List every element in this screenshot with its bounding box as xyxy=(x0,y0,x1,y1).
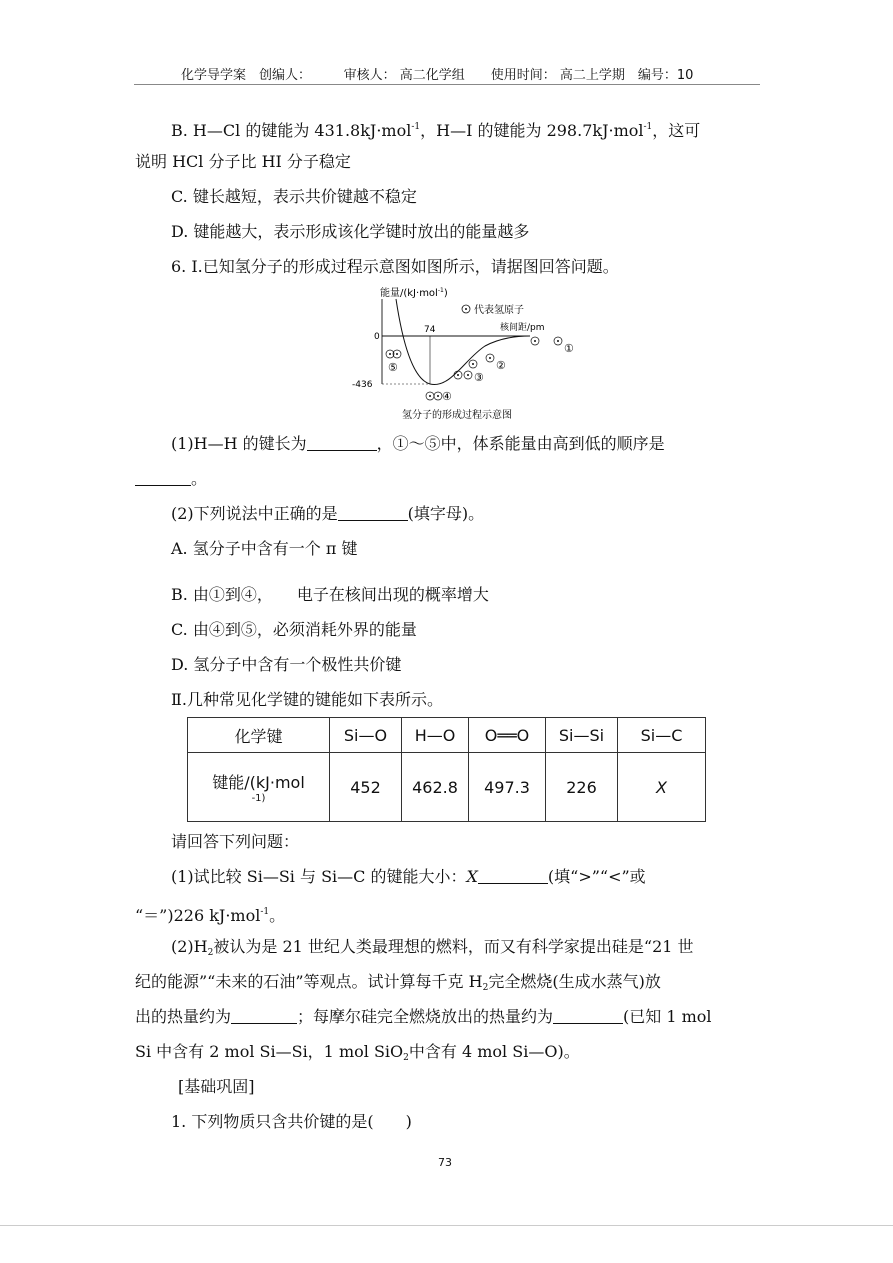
option-d: D. 键能越大，表示形成该化学键时放出的能量越多 xyxy=(171,222,530,241)
table-cell: 226 xyxy=(546,753,618,822)
header-reviewer: 审核人： 高二化学组 xyxy=(343,68,465,83)
question-1: 1. 下列物质只含共价键的是( ) xyxy=(171,1112,412,1131)
table-header-cell: H—O xyxy=(402,718,469,753)
page-number: 73 xyxy=(438,1156,452,1169)
figure-xlabel: 核间距/pm xyxy=(500,323,545,333)
table-cell: 462.8 xyxy=(402,753,469,822)
choice-b: B. 由①到④， 电子在核间出现的概率增大 xyxy=(171,585,489,604)
state-3-label: ③ xyxy=(474,371,484,384)
sub-question-2-line3: 出的热量约为 ；每摩尔硅完全燃烧放出的热量约为 (已知 1 mol xyxy=(135,1007,712,1026)
sub-question-1: (1)试比较 Si—Si 与 Si—C 的键能大小：X (填“>”“<”或 xyxy=(171,867,646,886)
question-6: 6. Ⅰ.已知氢分子的形成过程示意图如图所示，请据图回答问题。 xyxy=(171,257,619,276)
table-header-cell: 化学键 xyxy=(188,718,330,753)
section-title: [基础巩固] xyxy=(178,1077,255,1096)
question-6-part1: (1)H—H 的键长为 ，①～⑤中，体系能量由高到低的顺序是 xyxy=(171,434,665,453)
tick-zero: 0 xyxy=(374,332,380,342)
table-header-row xyxy=(188,718,706,753)
table-header-cell: Si—C xyxy=(618,718,706,753)
figure-ylabel: 能量/(kJ·mol$^{-1}$) xyxy=(380,287,448,299)
table-row xyxy=(188,753,706,822)
table-cell: X xyxy=(618,753,706,822)
answer-blank[interactable] xyxy=(553,1008,623,1024)
answer-blank[interactable] xyxy=(135,470,191,486)
option-b-line2: 说明 HCl 分子比 HI 分子稳定 xyxy=(135,152,351,171)
header-rule xyxy=(134,84,760,85)
page-header xyxy=(181,64,693,83)
sub-question-2: $(2)H_2$被认为是 21 世纪人类最理想的燃料，而又有科学家提出硅是“21 世 xyxy=(171,937,694,958)
question-6-part2: (2)下列说法中正确的是 (填字母)。 xyxy=(171,504,485,523)
state-4-label: ④ xyxy=(442,390,452,403)
table-header-cell: Si—O xyxy=(330,718,402,753)
option-b-line1: B. H—Cl 的键能为 431.8kJ·mol$^{-1}$，H—I 的键能为 298.7kJ·mol$^{-1}$，这可 xyxy=(171,121,701,140)
table-header-cell: O══O xyxy=(469,718,546,753)
figure-legend: 代表氢原子 xyxy=(474,305,524,316)
bond-energy-table xyxy=(187,717,706,822)
answer-blank[interactable] xyxy=(338,505,408,521)
table-header-cell: Si—Si xyxy=(546,718,618,753)
state-5-label: ⑤ xyxy=(388,361,398,374)
hydrogen-formation-diagram xyxy=(350,284,585,424)
header-number: 编号：10 xyxy=(637,68,694,83)
table-cell: 497.3 xyxy=(469,753,546,822)
choice-a: A. 氢分子中含有一个 π 键 xyxy=(171,539,358,558)
state-2-label: ② xyxy=(496,359,506,372)
answer-blank[interactable] xyxy=(478,868,548,884)
answer-blank[interactable] xyxy=(307,435,377,451)
tick-neg-436: -436 xyxy=(352,380,373,390)
part-ii-intro: Ⅱ.几种常见化学键的键能如下表所示。 xyxy=(171,690,443,709)
state-1-label: ① xyxy=(564,342,574,355)
page-bottom-rule xyxy=(0,1225,893,1226)
sub-question-1-cont: “＝”)226 kJ·mol$^{-1}$。 xyxy=(135,906,286,925)
header-title: 化学导学案 xyxy=(181,68,247,83)
sub-question-2-line2: 纪的能源”“未来的石油”等观点。试计算每千克 $H_2$完全燃烧(生成水蒸气)放 xyxy=(135,972,661,993)
choice-c: C. 由④到⑤，必须消耗外界的能量 xyxy=(171,620,417,639)
ask-line: 请回答下列问题： xyxy=(171,832,300,851)
table-row-label: 键能/(kJ·mol -1) xyxy=(188,753,330,822)
choice-d: D. 氢分子中含有一个极性共价键 xyxy=(171,655,402,674)
tick-74: 74 xyxy=(424,325,436,335)
figure-caption: 氢分子的形成过程示意图 xyxy=(402,410,512,421)
table-cell: 452 xyxy=(330,753,402,822)
option-c: C. 键长越短，表示共价键越不稳定 xyxy=(171,187,417,206)
sub-question-2-line4: Si 中含有 2 mol Si—Si，1 mol SiO$_2$中含有 4 mol Si—O)。 xyxy=(135,1042,580,1063)
answer-blank[interactable] xyxy=(231,1008,297,1024)
header-time: 使用时间： 高二上学期 xyxy=(490,68,625,83)
question-6-part1-cont: 。 xyxy=(135,469,207,489)
header-author: 创编人： xyxy=(259,68,305,83)
